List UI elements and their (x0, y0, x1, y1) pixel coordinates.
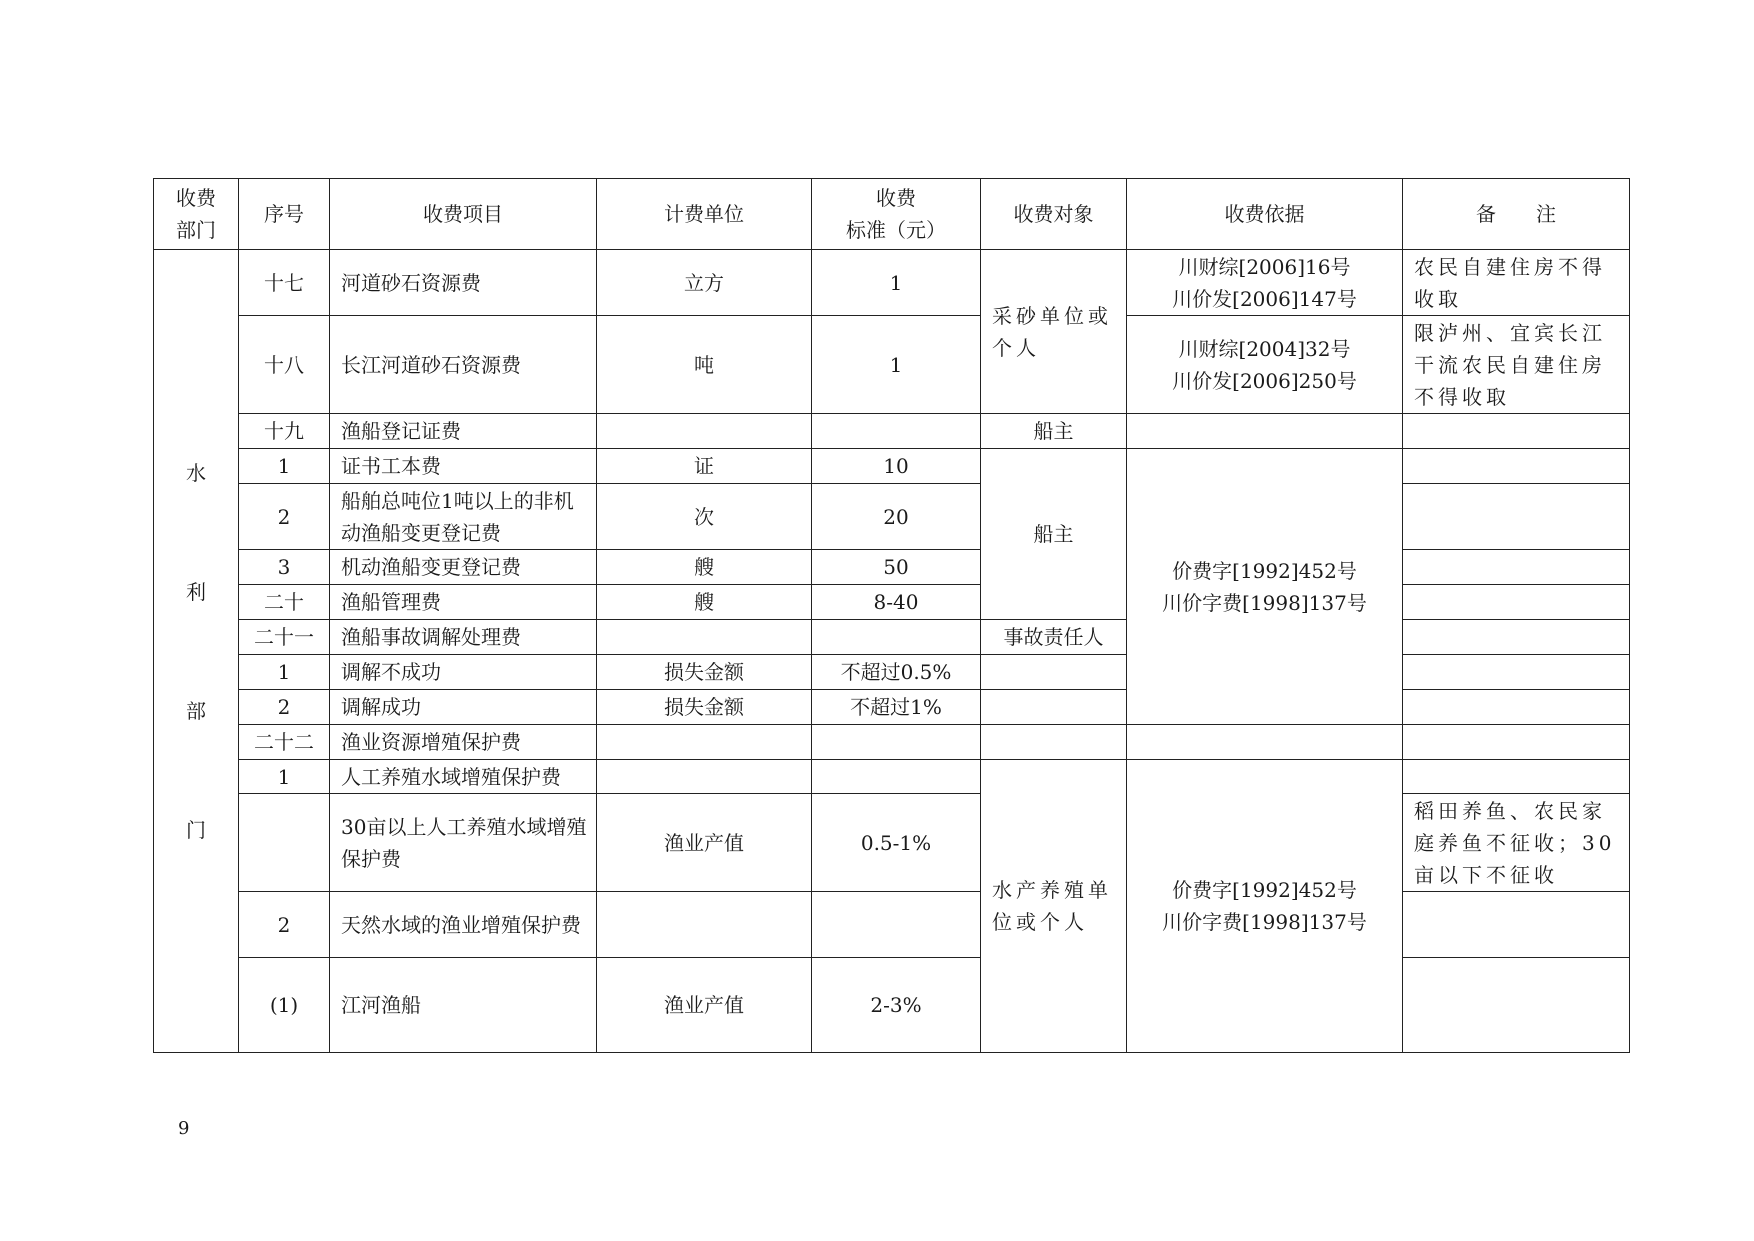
item-cell: 天然水域的渔业增殖保护费 (330, 892, 597, 958)
table-row (154, 725, 1630, 760)
item-cell: 渔船登记证费 (330, 414, 597, 449)
remark-cell (1403, 484, 1630, 550)
seq-cell: 2 (239, 484, 330, 550)
item-cell: 调解不成功 (330, 655, 597, 690)
standard-cell (812, 414, 981, 449)
table-row (154, 250, 1630, 316)
target-cell (981, 655, 1127, 690)
remark-cell (1403, 725, 1630, 760)
remark-cell (1403, 892, 1630, 958)
unit-cell: 立方 (597, 250, 812, 316)
basis-cell: 川财综[2004]32号 川价发[2006]250号 (1127, 316, 1403, 414)
standard-cell: 20 (812, 484, 981, 550)
table-row (154, 655, 1630, 690)
table-row (154, 550, 1630, 585)
remark-cell (1403, 449, 1630, 484)
seq-cell: 1 (239, 655, 330, 690)
unit-cell (597, 760, 812, 794)
item-cell: 调解成功 (330, 690, 597, 725)
table-row (154, 484, 1630, 550)
basis-cell (1127, 725, 1403, 760)
remark-cell (1403, 760, 1630, 794)
seq-cell: 十七 (239, 250, 330, 316)
standard-cell (812, 725, 981, 760)
header-remark: 备 注 (1403, 179, 1630, 250)
item-cell: 机动渔船变更登记费 (330, 550, 597, 585)
target-cell: 船主 (981, 449, 1127, 620)
seq-cell: 二十一 (239, 620, 330, 655)
item-cell: 江河渔船 (330, 958, 597, 1053)
header-standard: 收费 标准（元） (812, 179, 981, 250)
table-row (154, 585, 1630, 620)
basis-cell: 价费字[1992]452号 川价字费[1998]137号 (1127, 449, 1403, 725)
standard-cell: 50 (812, 550, 981, 585)
table-row (154, 316, 1630, 414)
table-row (154, 958, 1630, 1053)
standard-cell (812, 620, 981, 655)
unit-cell: 次 (597, 484, 812, 550)
remark-cell: 限泸州、宜宾长江干流农民自建住房不得收取 (1403, 316, 1630, 414)
header-target: 收费对象 (981, 179, 1127, 250)
item-cell: 渔业资源增殖保护费 (330, 725, 597, 760)
remark-cell (1403, 620, 1630, 655)
seq-cell: 2 (239, 892, 330, 958)
target-cell (981, 725, 1127, 760)
seq-cell: 2 (239, 690, 330, 725)
unit-cell: 艘 (597, 585, 812, 620)
header-basis: 收费依据 (1127, 179, 1403, 250)
remark-cell (1403, 550, 1630, 585)
standard-cell: 0.5-1% (812, 794, 981, 892)
remark-cell (1403, 958, 1630, 1053)
header-dept: 收费 部门 (154, 179, 239, 250)
header-row (154, 179, 1630, 250)
department-char: 门 (186, 817, 206, 842)
item-cell: 证书工本费 (330, 449, 597, 484)
table-row (154, 892, 1630, 958)
seq-cell: (1) (239, 958, 330, 1053)
department-char: 利 (186, 579, 206, 604)
target-cell (981, 690, 1127, 725)
fee-table (153, 178, 1630, 1053)
unit-cell: 渔业产值 (597, 794, 812, 892)
item-cell: 船舶总吨位1吨以上的非机动渔船变更登记费 (330, 484, 597, 550)
department-char: 水 (186, 460, 206, 485)
unit-cell: 损失金额 (597, 690, 812, 725)
page-number: 9 (178, 1118, 190, 1139)
basis-cell (1127, 414, 1403, 449)
seq-cell: 十九 (239, 414, 330, 449)
standard-cell: 10 (812, 449, 981, 484)
item-cell: 人工养殖水域增殖保护费 (330, 760, 597, 794)
remark-cell (1403, 655, 1630, 690)
target-cell: 事故责任人 (981, 620, 1127, 655)
unit-cell (597, 620, 812, 655)
seq-cell (239, 794, 330, 892)
header-seq: 序号 (239, 179, 330, 250)
seq-cell: 十八 (239, 316, 330, 414)
header-item: 收费项目 (330, 179, 597, 250)
seq-cell: 1 (239, 760, 330, 794)
basis-cell: 价费字[1992]452号 川价字费[1998]137号 (1127, 760, 1403, 1053)
department-cell (154, 250, 239, 1053)
item-cell: 渔船事故调解处理费 (330, 620, 597, 655)
unit-cell (597, 892, 812, 958)
remark-cell: 稻田养鱼、农民家庭养鱼不征收；30亩以下不征收 (1403, 794, 1630, 892)
standard-cell (812, 760, 981, 794)
item-cell: 河道砂石资源费 (330, 250, 597, 316)
table-row (154, 794, 1630, 892)
seq-cell: 二十 (239, 585, 330, 620)
table-row (154, 414, 1630, 449)
unit-cell: 证 (597, 449, 812, 484)
item-cell: 长江河道砂石资源费 (330, 316, 597, 414)
remark-cell (1403, 690, 1630, 725)
unit-cell (597, 725, 812, 760)
item-cell: 30亩以上人工养殖水域增殖保护费 (330, 794, 597, 892)
standard-cell: 1 (812, 250, 981, 316)
standard-cell: 8-40 (812, 585, 981, 620)
unit-cell (597, 414, 812, 449)
seq-cell: 二十二 (239, 725, 330, 760)
table-row (154, 760, 1630, 794)
standard-cell (812, 892, 981, 958)
unit-cell: 损失金额 (597, 655, 812, 690)
standard-cell: 不超过1% (812, 690, 981, 725)
standard-cell: 不超过0.5% (812, 655, 981, 690)
unit-cell: 渔业产值 (597, 958, 812, 1053)
remark-cell: 农民自建住房不得收取 (1403, 250, 1630, 316)
item-cell: 渔船管理费 (330, 585, 597, 620)
seq-cell: 3 (239, 550, 330, 585)
target-cell: 采砂单位或个人 (981, 250, 1127, 414)
seq-cell: 1 (239, 449, 330, 484)
table-row (154, 690, 1630, 725)
target-cell: 水产养殖单位或个人 (981, 760, 1127, 1053)
standard-cell: 2-3% (812, 958, 981, 1053)
header-unit: 计费单位 (597, 179, 812, 250)
unit-cell: 吨 (597, 316, 812, 414)
target-cell: 船主 (981, 414, 1127, 449)
table-row (154, 620, 1630, 655)
table-row (154, 449, 1630, 484)
remark-cell (1403, 585, 1630, 620)
standard-cell: 1 (812, 316, 981, 414)
remark-cell (1403, 414, 1630, 449)
department-char: 部 (186, 698, 206, 723)
basis-cell: 川财综[2006]16号 川价发[2006]147号 (1127, 250, 1403, 316)
unit-cell: 艘 (597, 550, 812, 585)
